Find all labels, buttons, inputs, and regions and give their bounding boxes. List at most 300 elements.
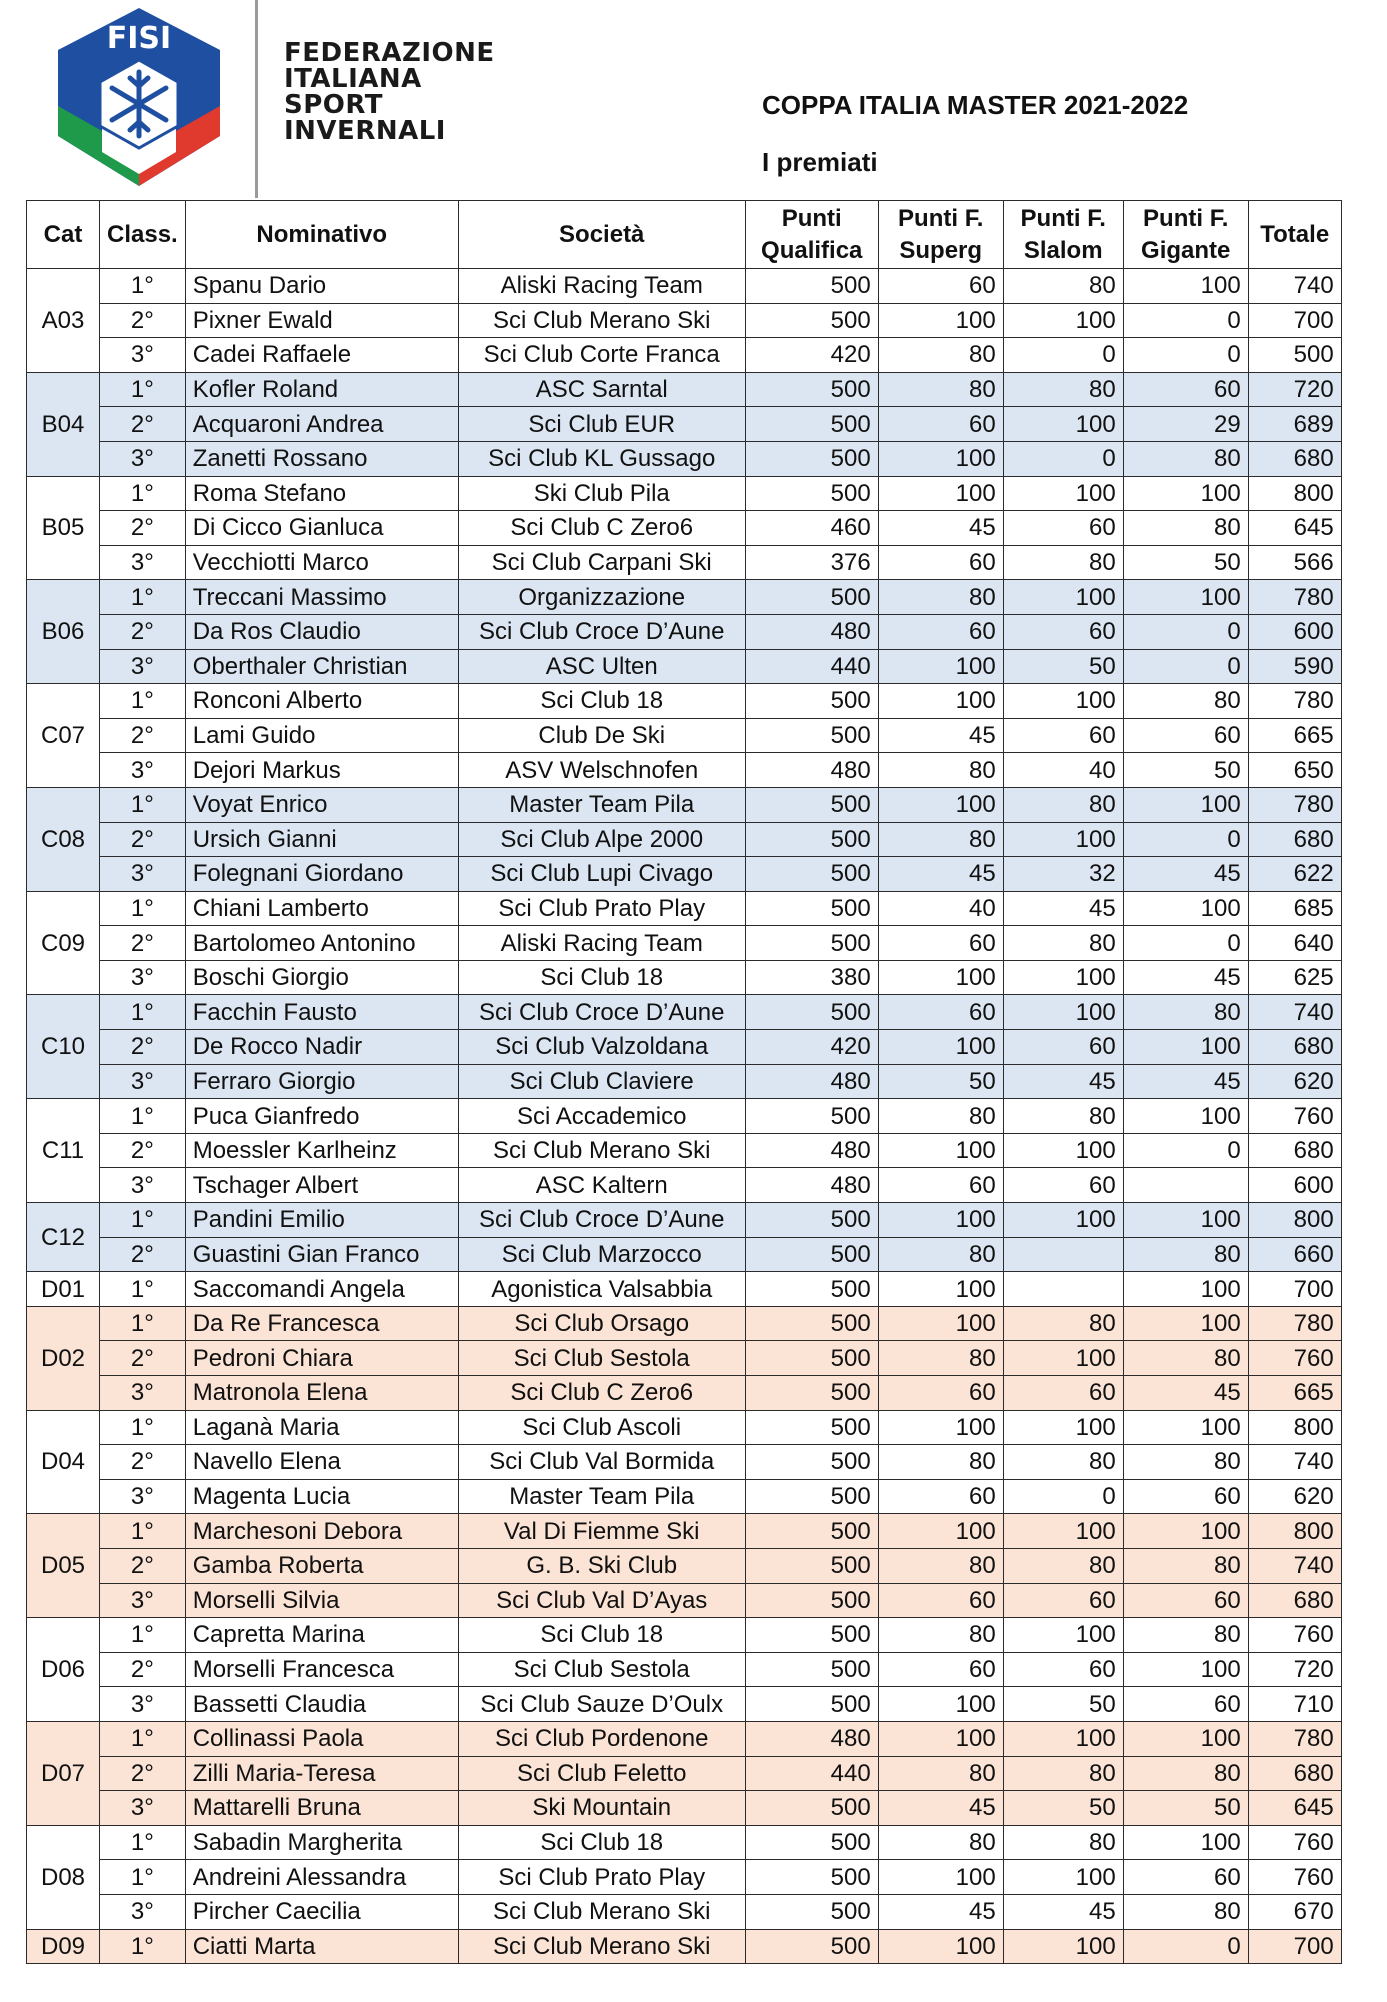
- cell-points-superg: 45: [878, 1791, 1003, 1826]
- cell-society: Sci Club Val Bormida: [458, 1445, 745, 1480]
- cell-name: Ronconi Alberto: [185, 684, 458, 719]
- cell-name: Laganà Maria: [185, 1410, 458, 1445]
- cell-points-slalom: 100: [1003, 1133, 1123, 1168]
- table-row: [27, 1929, 1342, 1964]
- cell-points-gigante: 80: [1123, 995, 1248, 1030]
- cell-name: Treccani Massimo: [185, 580, 458, 615]
- cell-total: 680: [1248, 1756, 1341, 1791]
- cell-name: Pandini Emilio: [185, 1203, 458, 1238]
- cell-points-superg: 50: [878, 1064, 1003, 1099]
- cell-points-gigante: 100: [1123, 1410, 1248, 1445]
- cell-total: 680: [1248, 1030, 1341, 1065]
- cell-total: 600: [1248, 1168, 1341, 1203]
- cell-points-qualification: 460: [745, 511, 878, 546]
- table-row: [27, 1583, 1342, 1618]
- cell-points-qualification: 500: [745, 1341, 878, 1376]
- cell-class: 1°: [100, 372, 186, 407]
- cell-points-qualification: 500: [745, 1099, 878, 1134]
- cell-total: 700: [1248, 1929, 1341, 1964]
- cell-category: C11: [27, 1099, 100, 1203]
- cell-society: Sci Club Ascoli: [458, 1410, 745, 1445]
- cell-points-qualification: 480: [745, 614, 878, 649]
- header-society: Società: [458, 201, 745, 269]
- table-row: [27, 787, 1342, 822]
- cell-society: Val Di Fiemme Ski: [458, 1514, 745, 1549]
- cell-name: Saccomandi Angela: [185, 1272, 458, 1307]
- cell-points-superg: 100: [878, 1306, 1003, 1341]
- cell-total: 685: [1248, 891, 1341, 926]
- cell-points-superg: 60: [878, 1479, 1003, 1514]
- header-gigante-line2: Gigante: [1141, 236, 1231, 264]
- cell-name: Matronola Elena: [185, 1376, 458, 1411]
- cell-total: 720: [1248, 372, 1341, 407]
- table-row: [27, 1825, 1342, 1860]
- cell-points-superg: 100: [878, 441, 1003, 476]
- table-row: [27, 1410, 1342, 1445]
- cell-points-slalom: 50: [1003, 1687, 1123, 1722]
- cell-society: Sci Club Merano Ski: [458, 1929, 745, 1964]
- cell-points-slalom: 80: [1003, 787, 1123, 822]
- cell-total: 680: [1248, 822, 1341, 857]
- cell-name: Vecchiotti Marco: [185, 545, 458, 580]
- cell-points-qualification: 500: [745, 1203, 878, 1238]
- cell-points-slalom: 100: [1003, 684, 1123, 719]
- cell-society: Sci Club Sestola: [458, 1652, 745, 1687]
- cell-points-gigante: 0: [1123, 338, 1248, 373]
- cell-points-qualification: 500: [745, 857, 878, 892]
- cell-points-superg: 80: [878, 1237, 1003, 1272]
- table-row: [27, 684, 1342, 719]
- cell-total: 566: [1248, 545, 1341, 580]
- cell-points-superg: 40: [878, 891, 1003, 926]
- cell-points-superg: 100: [878, 787, 1003, 822]
- table-row: [27, 891, 1342, 926]
- organization-name-line: ITALIANA: [284, 64, 422, 94]
- cell-points-superg: 60: [878, 995, 1003, 1030]
- cell-class: 1°: [100, 1272, 186, 1307]
- cell-points-slalom: 100: [1003, 476, 1123, 511]
- cell-points-qualification: 500: [745, 718, 878, 753]
- cell-points-superg: 80: [878, 1099, 1003, 1134]
- cell-points-gigante: 100: [1123, 1825, 1248, 1860]
- cell-name: Chiani Lamberto: [185, 891, 458, 926]
- cell-society: Sci Club Orsago: [458, 1306, 745, 1341]
- document-subtitle: I premiati: [762, 147, 878, 177]
- cell-points-superg: 45: [878, 511, 1003, 546]
- cell-society: Sci Club Corte Franca: [458, 338, 745, 373]
- cell-class: 3°: [100, 1583, 186, 1618]
- cell-society: Sci Club 18: [458, 1618, 745, 1653]
- cell-class: 3°: [100, 753, 186, 788]
- table-row: [27, 857, 1342, 892]
- table-row: [27, 1652, 1342, 1687]
- cell-points-qualification: 500: [745, 1652, 878, 1687]
- cell-class: 2°: [100, 822, 186, 857]
- header-superg-line2: Superg: [899, 236, 983, 264]
- cell-points-gigante: 80: [1123, 1756, 1248, 1791]
- cell-class: 2°: [100, 1341, 186, 1376]
- cell-total: 780: [1248, 580, 1341, 615]
- cell-points-gigante: 80: [1123, 1445, 1248, 1480]
- cell-points-qualification: 440: [745, 649, 878, 684]
- cell-points-slalom: 45: [1003, 1894, 1123, 1929]
- cell-class: 1°: [100, 787, 186, 822]
- cell-class: 1°: [100, 1929, 186, 1964]
- cell-points-gigante: 80: [1123, 1618, 1248, 1653]
- cell-points-slalom: 50: [1003, 649, 1123, 684]
- cell-total: 645: [1248, 511, 1341, 546]
- table-row: [27, 1099, 1342, 1134]
- cell-society: Ski Club Pila: [458, 476, 745, 511]
- cell-points-superg: 100: [878, 1410, 1003, 1445]
- cell-points-superg: 100: [878, 649, 1003, 684]
- cell-total: 780: [1248, 684, 1341, 719]
- cell-points-superg: 80: [878, 580, 1003, 615]
- cell-total: 760: [1248, 1341, 1341, 1376]
- cell-total: 645: [1248, 1791, 1341, 1826]
- cell-points-superg: 80: [878, 1618, 1003, 1653]
- cell-society: Sci Club KL Gussago: [458, 441, 745, 476]
- cell-name: Ursich Gianni: [185, 822, 458, 857]
- cell-total: 680: [1248, 1583, 1341, 1618]
- cell-category: B06: [27, 580, 100, 684]
- cell-class: 1°: [100, 1860, 186, 1895]
- cell-points-gigante: 100: [1123, 1030, 1248, 1065]
- cell-name: Gamba Roberta: [185, 1548, 458, 1583]
- table-row: [27, 614, 1342, 649]
- cell-points-slalom: 100: [1003, 580, 1123, 615]
- header-gigante: [1123, 201, 1248, 269]
- cell-points-superg: 100: [878, 1272, 1003, 1307]
- cell-society: Sci Club Croce D’Aune: [458, 1203, 745, 1238]
- cell-name: Roma Stefano: [185, 476, 458, 511]
- cell-name: Moessler Karlheinz: [185, 1133, 458, 1168]
- cell-total: 800: [1248, 476, 1341, 511]
- table-row: [27, 1272, 1342, 1307]
- cell-points-slalom: 80: [1003, 1548, 1123, 1583]
- cell-points-qualification: 500: [745, 1687, 878, 1722]
- table-row: [27, 995, 1342, 1030]
- cell-points-slalom: [1003, 1237, 1123, 1272]
- cell-points-slalom: 80: [1003, 1099, 1123, 1134]
- cell-class: 3°: [100, 1479, 186, 1514]
- table-row: [27, 1721, 1342, 1756]
- cell-society: ASC Sarntal: [458, 372, 745, 407]
- cell-category: D08: [27, 1825, 100, 1929]
- cell-class: 1°: [100, 684, 186, 719]
- cell-class: 3°: [100, 1687, 186, 1722]
- header-total: Totale: [1248, 201, 1341, 269]
- cell-points-gigante: 0: [1123, 614, 1248, 649]
- cell-name: Morselli Silvia: [185, 1583, 458, 1618]
- table-row: [27, 1894, 1342, 1929]
- header-cat: Cat: [27, 201, 100, 269]
- cell-points-gigante: 0: [1123, 822, 1248, 857]
- cell-name: Magenta Lucia: [185, 1479, 458, 1514]
- cell-class: 1°: [100, 1825, 186, 1860]
- cell-name: Morselli Francesca: [185, 1652, 458, 1687]
- cell-society: Sci Club Feletto: [458, 1756, 745, 1791]
- document-header: [0, 0, 1387, 200]
- cell-points-gigante: 50: [1123, 1791, 1248, 1826]
- cell-class: 3°: [100, 649, 186, 684]
- cell-class: 2°: [100, 718, 186, 753]
- cell-points-qualification: 480: [745, 1064, 878, 1099]
- cell-points-superg: 60: [878, 269, 1003, 304]
- cell-points-qualification: 500: [745, 303, 878, 338]
- cell-points-slalom: 100: [1003, 1860, 1123, 1895]
- cell-points-gigante: 100: [1123, 580, 1248, 615]
- cell-points-gigante: 100: [1123, 1721, 1248, 1756]
- cell-points-gigante: 45: [1123, 1376, 1248, 1411]
- table-row: [27, 960, 1342, 995]
- cell-points-qualification: 500: [745, 1272, 878, 1307]
- table-row: [27, 1168, 1342, 1203]
- cell-points-superg: 60: [878, 614, 1003, 649]
- table-row: [27, 372, 1342, 407]
- cell-points-gigante: 100: [1123, 1099, 1248, 1134]
- cell-category: D06: [27, 1618, 100, 1722]
- cell-category: C07: [27, 684, 100, 788]
- cell-society: Sci Club Merano Ski: [458, 303, 745, 338]
- cell-points-gigante: 100: [1123, 1272, 1248, 1307]
- table-row: [27, 1687, 1342, 1722]
- cell-points-gigante: 100: [1123, 891, 1248, 926]
- cell-class: 2°: [100, 926, 186, 961]
- cell-points-qualification: 500: [745, 1514, 878, 1549]
- cell-total: 760: [1248, 1099, 1341, 1134]
- table-row: [27, 476, 1342, 511]
- cell-society: Agonistica Valsabbia: [458, 1272, 745, 1307]
- cell-points-qualification: 440: [745, 1756, 878, 1791]
- table-row: [27, 822, 1342, 857]
- cell-points-qualification: 380: [745, 960, 878, 995]
- cell-points-qualification: 500: [745, 1860, 878, 1895]
- cell-society: Sci Club Sestola: [458, 1341, 745, 1376]
- header-slalom: [1003, 201, 1123, 269]
- table-row: [27, 1860, 1342, 1895]
- cell-name: Puca Gianfredo: [185, 1099, 458, 1134]
- cell-society: Sci Club Claviere: [458, 1064, 745, 1099]
- cell-points-slalom: 100: [1003, 1618, 1123, 1653]
- cell-category: C08: [27, 787, 100, 891]
- table-row: [27, 1756, 1342, 1791]
- cell-points-gigante: 0: [1123, 926, 1248, 961]
- cell-total: 800: [1248, 1203, 1341, 1238]
- cell-name: Guastini Gian Franco: [185, 1237, 458, 1272]
- cell-points-gigante: 50: [1123, 753, 1248, 788]
- cell-points-gigante: 0: [1123, 1929, 1248, 1964]
- cell-name: Da Re Francesca: [185, 1306, 458, 1341]
- cell-points-superg: 60: [878, 1652, 1003, 1687]
- table-row: [27, 1064, 1342, 1099]
- cell-name: Collinassi Paola: [185, 1721, 458, 1756]
- results-body: [27, 269, 1342, 1964]
- logo-text: FISI: [106, 21, 172, 56]
- table-row: [27, 649, 1342, 684]
- cell-points-qualification: 500: [745, 1929, 878, 1964]
- cell-points-gigante: 60: [1123, 372, 1248, 407]
- cell-society: ASV Welschnofen: [458, 753, 745, 788]
- cell-total: 780: [1248, 1721, 1341, 1756]
- cell-class: 3°: [100, 1376, 186, 1411]
- cell-name: Dejori Markus: [185, 753, 458, 788]
- cell-society: Sci Club Croce D’Aune: [458, 614, 745, 649]
- cell-society: Sci Club Valzoldana: [458, 1030, 745, 1065]
- cell-points-qualification: 500: [745, 1791, 878, 1826]
- results-table: [26, 200, 1342, 1964]
- cell-society: Sci Club 18: [458, 1825, 745, 1860]
- cell-points-qualification: 500: [745, 1306, 878, 1341]
- table-row: [27, 753, 1342, 788]
- cell-points-superg: 100: [878, 1929, 1003, 1964]
- table-row: [27, 269, 1342, 304]
- cell-points-qualification: 500: [745, 1237, 878, 1272]
- cell-points-slalom: 0: [1003, 338, 1123, 373]
- cell-points-slalom: 100: [1003, 1514, 1123, 1549]
- document-title: COPPA ITALIA MASTER 2021-2022: [762, 90, 1189, 120]
- cell-points-qualification: 500: [745, 269, 878, 304]
- cell-points-slalom: 80: [1003, 269, 1123, 304]
- cell-society: ASC Ulten: [458, 649, 745, 684]
- cell-total: 740: [1248, 269, 1341, 304]
- cell-points-qualification: 500: [745, 407, 878, 442]
- cell-points-gigante: 0: [1123, 1133, 1248, 1168]
- cell-points-qualification: 500: [745, 1376, 878, 1411]
- cell-points-slalom: [1003, 1272, 1123, 1307]
- cell-name: Pedroni Chiara: [185, 1341, 458, 1376]
- cell-total: 740: [1248, 1445, 1341, 1480]
- cell-category: D05: [27, 1514, 100, 1618]
- cell-points-superg: 100: [878, 476, 1003, 511]
- cell-points-gigante: 0: [1123, 303, 1248, 338]
- cell-points-superg: 45: [878, 857, 1003, 892]
- table-row: [27, 718, 1342, 753]
- cell-category: A03: [27, 269, 100, 373]
- header-divider: [255, 0, 258, 198]
- cell-points-slalom: 100: [1003, 1203, 1123, 1238]
- cell-society: Sci Club Pordenone: [458, 1721, 745, 1756]
- cell-category: D02: [27, 1306, 100, 1410]
- cell-class: 2°: [100, 303, 186, 338]
- cell-category: B05: [27, 476, 100, 580]
- cell-points-qualification: 500: [745, 1583, 878, 1618]
- cell-class: 3°: [100, 1894, 186, 1929]
- cell-points-slalom: 100: [1003, 1410, 1123, 1445]
- cell-points-slalom: 60: [1003, 1652, 1123, 1687]
- cell-points-superg: 100: [878, 1203, 1003, 1238]
- cell-name: Lami Guido: [185, 718, 458, 753]
- header-class: Class.: [100, 201, 186, 269]
- cell-points-qualification: 500: [745, 1445, 878, 1480]
- cell-class: 2°: [100, 1445, 186, 1480]
- cell-points-superg: 45: [878, 1894, 1003, 1929]
- cell-points-gigante: [1123, 1168, 1248, 1203]
- cell-points-slalom: 60: [1003, 1583, 1123, 1618]
- cell-points-gigante: 60: [1123, 1860, 1248, 1895]
- cell-points-qualification: 500: [745, 1479, 878, 1514]
- cell-points-gigante: 100: [1123, 787, 1248, 822]
- cell-name: Pixner Ewald: [185, 303, 458, 338]
- cell-class: 2°: [100, 1652, 186, 1687]
- cell-points-superg: 100: [878, 1030, 1003, 1065]
- cell-points-slalom: 40: [1003, 753, 1123, 788]
- organization-name: [284, 40, 495, 144]
- cell-points-qualification: 480: [745, 1133, 878, 1168]
- cell-total: 622: [1248, 857, 1341, 892]
- cell-name: Ciatti Marta: [185, 1929, 458, 1964]
- cell-class: 1°: [100, 1618, 186, 1653]
- cell-category: C09: [27, 891, 100, 995]
- cell-total: 720: [1248, 1652, 1341, 1687]
- cell-class: 1°: [100, 1306, 186, 1341]
- cell-total: 689: [1248, 407, 1341, 442]
- table-row: [27, 1237, 1342, 1272]
- cell-total: 700: [1248, 303, 1341, 338]
- header-qualification-line2: Qualifica: [761, 236, 863, 264]
- cell-name: Andreini Alessandra: [185, 1860, 458, 1895]
- cell-points-slalom: 100: [1003, 995, 1123, 1030]
- table-row: [27, 545, 1342, 580]
- cell-points-gigante: 80: [1123, 1341, 1248, 1376]
- header-qualification-line1: Punti: [781, 204, 842, 232]
- cell-points-slalom: 100: [1003, 822, 1123, 857]
- cell-category: D07: [27, 1721, 100, 1825]
- cell-name: Zanetti Rossano: [185, 441, 458, 476]
- cell-points-superg: 80: [878, 1445, 1003, 1480]
- cell-points-qualification: 500: [745, 372, 878, 407]
- cell-points-qualification: 500: [745, 684, 878, 719]
- table-row: [27, 303, 1342, 338]
- cell-society: Sci Club 18: [458, 960, 745, 995]
- cell-name: Bassetti Claudia: [185, 1687, 458, 1722]
- cell-class: 1°: [100, 995, 186, 1030]
- cell-name: Oberthaler Christian: [185, 649, 458, 684]
- table-row: [27, 407, 1342, 442]
- cell-name: Bartolomeo Antonino: [185, 926, 458, 961]
- cell-points-gigante: 80: [1123, 511, 1248, 546]
- cell-class: 3°: [100, 857, 186, 892]
- cell-society: Sci Club Marzocco: [458, 1237, 745, 1272]
- cell-points-superg: 80: [878, 753, 1003, 788]
- cell-points-qualification: 500: [745, 926, 878, 961]
- table-row: [27, 338, 1342, 373]
- cell-name: Navello Elena: [185, 1445, 458, 1480]
- cell-points-qualification: 500: [745, 1618, 878, 1653]
- cell-points-qualification: 500: [745, 1894, 878, 1929]
- cell-name: Tschager Albert: [185, 1168, 458, 1203]
- cell-points-gigante: 100: [1123, 1203, 1248, 1238]
- cell-points-slalom: 100: [1003, 960, 1123, 995]
- table-row: [27, 580, 1342, 615]
- cell-total: 800: [1248, 1514, 1341, 1549]
- cell-society: Sci Club C Zero6: [458, 511, 745, 546]
- cell-points-gigante: 100: [1123, 1514, 1248, 1549]
- cell-society: Aliski Racing Team: [458, 269, 745, 304]
- cell-total: 780: [1248, 1306, 1341, 1341]
- cell-class: 2°: [100, 1237, 186, 1272]
- cell-points-superg: 100: [878, 1514, 1003, 1549]
- cell-name: Spanu Dario: [185, 269, 458, 304]
- cell-points-gigante: 80: [1123, 1548, 1248, 1583]
- table-row: [27, 1341, 1342, 1376]
- cell-total: 710: [1248, 1687, 1341, 1722]
- cell-points-qualification: 376: [745, 545, 878, 580]
- cell-name: Capretta Marina: [185, 1618, 458, 1653]
- cell-total: 760: [1248, 1825, 1341, 1860]
- cell-total: 660: [1248, 1237, 1341, 1272]
- cell-points-gigante: 60: [1123, 1583, 1248, 1618]
